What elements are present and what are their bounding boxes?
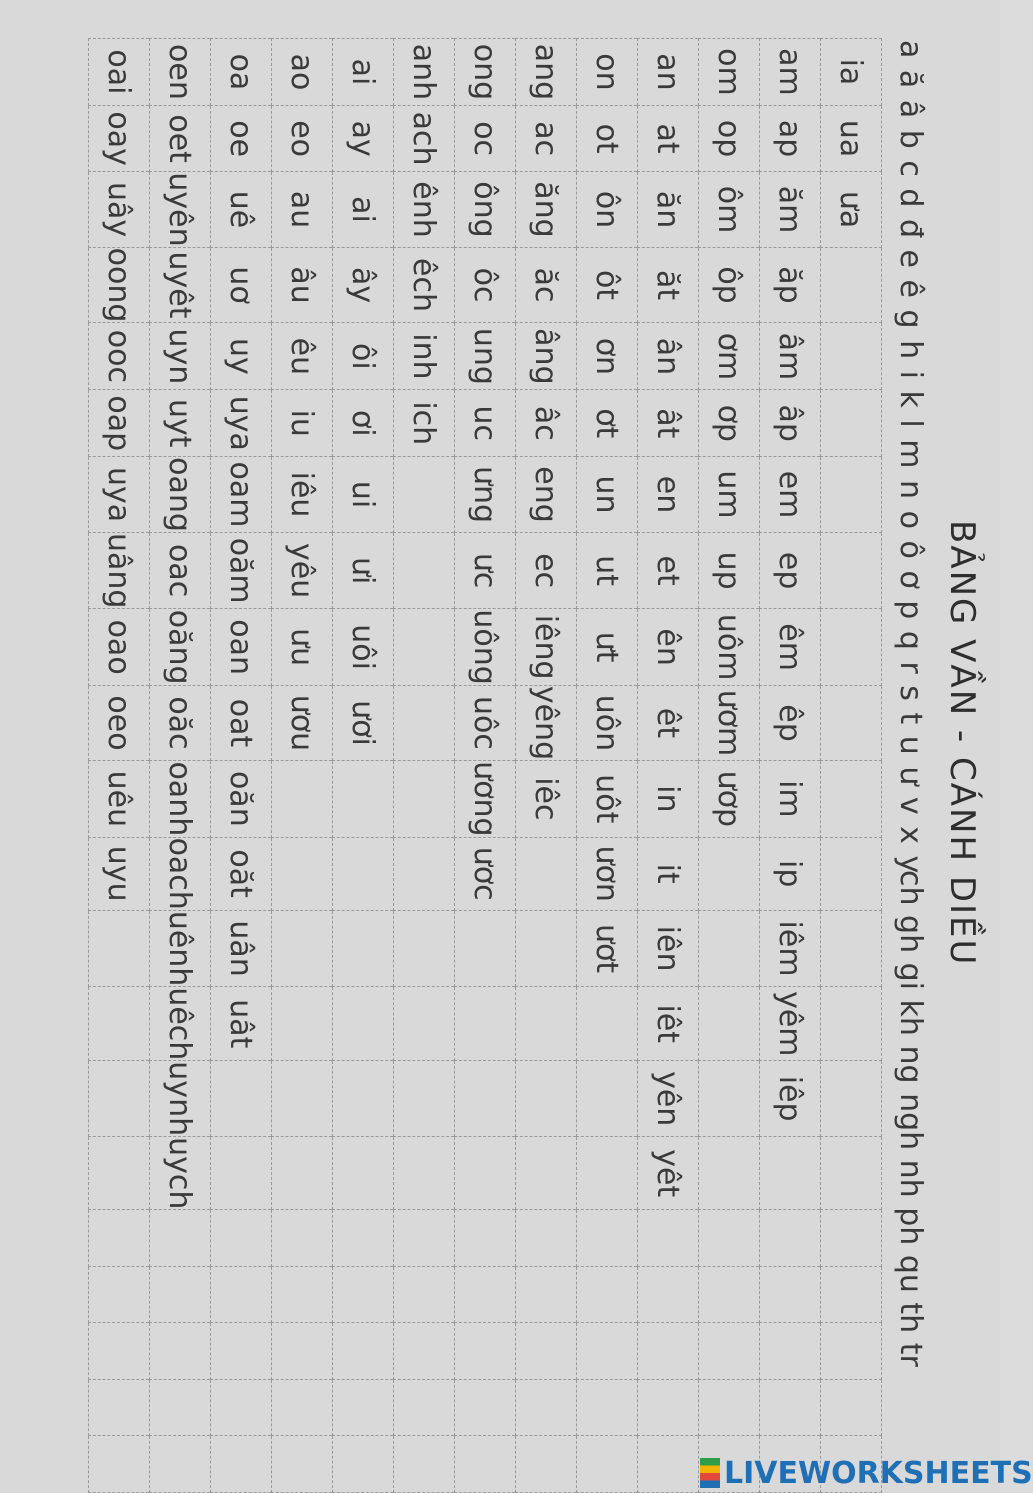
table-cell: [89, 910, 150, 987]
table-cell: [638, 1379, 699, 1436]
table-cell: [699, 1061, 760, 1137]
table-cell: yêu: [272, 532, 333, 608]
table-cell: ôn: [577, 172, 638, 247]
table-row: [577, 39, 638, 1493]
table-cell: ên: [638, 609, 699, 685]
table-cell: iêc: [516, 761, 577, 837]
table-cell: it: [638, 837, 699, 910]
table-cell: êch: [394, 247, 455, 323]
table-cell: [699, 1210, 760, 1267]
table-cell: oay: [89, 105, 150, 172]
table-cell: uênh: [150, 910, 211, 987]
table-cell: [821, 532, 882, 608]
table-cell: [89, 1266, 150, 1323]
table-cell: [638, 1436, 699, 1493]
table-cell: [394, 1210, 455, 1267]
table-cell: [150, 1379, 211, 1436]
table-cell: [577, 1379, 638, 1436]
table-cell: oe: [211, 105, 272, 172]
table-cell: ăt: [638, 247, 699, 323]
table-cell: oanh: [150, 761, 211, 837]
table-cell: [760, 1323, 821, 1380]
table-cell: ôm: [699, 172, 760, 247]
table-cell: [89, 1379, 150, 1436]
table-cell: yêm: [760, 987, 821, 1061]
table-cell: ênh: [394, 172, 455, 247]
table-cell: on: [577, 39, 638, 106]
table-cell: [394, 1379, 455, 1436]
table-cell: uyêt: [150, 247, 211, 323]
table-cell: et: [638, 532, 699, 608]
table-cell: [394, 1137, 455, 1210]
table-cell: [821, 457, 882, 533]
table-cell: yêt: [638, 1137, 699, 1210]
table-row: [394, 39, 455, 1493]
table-cell: [211, 1379, 272, 1436]
rhyme-table: [88, 38, 882, 1493]
table-cell: uyn: [150, 323, 211, 390]
table-cell: [455, 1061, 516, 1137]
table-cell: ôt: [577, 247, 638, 323]
table-cell: [821, 1323, 882, 1380]
table-cell: uơ: [211, 247, 272, 323]
table-cell: ơp: [699, 390, 760, 457]
table-cell: âng: [516, 323, 577, 390]
table-cell: [516, 987, 577, 1061]
table-cell: un: [577, 457, 638, 533]
table-cell: oat: [211, 685, 272, 760]
table-cell: [394, 1266, 455, 1323]
table-cell: ôp: [699, 247, 760, 323]
table-cell: uây: [89, 172, 150, 247]
table-cell: [272, 837, 333, 910]
table-cell: oet: [150, 105, 211, 172]
table-cell: ương: [455, 761, 516, 837]
table-cell: [89, 1137, 150, 1210]
table-cell: uê: [211, 172, 272, 247]
table-cell: iu: [272, 390, 333, 457]
table-cell: [272, 1266, 333, 1323]
table-cell: iêng: [516, 609, 577, 685]
table-cell: ươm: [699, 685, 760, 760]
table-cell: êu: [272, 323, 333, 390]
table-cell: ung: [455, 323, 516, 390]
table-cell: oăc: [150, 685, 211, 760]
table-cell: [516, 1137, 577, 1210]
table-cell: ong: [455, 39, 516, 106]
table-cell: ưng: [455, 457, 516, 533]
table-cell: ưc: [455, 532, 516, 608]
table-cell: [821, 837, 882, 910]
table-cell: [516, 1323, 577, 1380]
liveworksheets-logo: [700, 1456, 1033, 1491]
table-row: [272, 39, 333, 1493]
table-cell: [89, 987, 150, 1061]
table-cell: [577, 1061, 638, 1137]
table-cell: ưa: [821, 172, 882, 247]
table-cell: [821, 987, 882, 1061]
table-cell: [760, 1379, 821, 1436]
table-cell: uôc: [455, 685, 516, 760]
table-cell: in: [638, 761, 699, 837]
table-cell: ơn: [577, 323, 638, 390]
table-cell: oai: [89, 39, 150, 106]
table-cell: iên: [638, 910, 699, 987]
table-cell: oam: [211, 457, 272, 533]
table-cell: em: [760, 457, 821, 533]
table-cell: [333, 837, 394, 910]
table-cell: [577, 1137, 638, 1210]
table-cell: [150, 1436, 211, 1493]
table-cell: [394, 1323, 455, 1380]
table-cell: oang: [150, 457, 211, 533]
table-cell: [333, 1061, 394, 1137]
table-cell: en: [638, 457, 699, 533]
table-cell: ăng: [516, 172, 577, 247]
table-cell: anh: [394, 39, 455, 106]
table-cell: [333, 1266, 394, 1323]
table-cell: [333, 761, 394, 837]
table-cell: oc: [455, 105, 516, 172]
table-cell: oach: [150, 837, 211, 910]
table-cell: [272, 1137, 333, 1210]
table-cell: êp: [760, 685, 821, 760]
table-cell: ươi: [333, 685, 394, 760]
table-cell: [211, 1210, 272, 1267]
table-cell: uông: [455, 609, 516, 685]
table-cell: uôm: [699, 609, 760, 685]
table-cell: oac: [150, 532, 211, 608]
table-cell: ui: [333, 457, 394, 533]
table-cell: ut: [577, 532, 638, 608]
table-cell: [333, 910, 394, 987]
table-cell: [89, 1436, 150, 1493]
table-cell: [516, 910, 577, 987]
table-cell: ap: [760, 105, 821, 172]
table-cell: ip: [760, 837, 821, 910]
table-row: [638, 39, 699, 1493]
table-cell: [821, 1137, 882, 1210]
table-cell: uya: [89, 457, 150, 533]
table-cell: ang: [516, 39, 577, 106]
table-cell: ươp: [699, 761, 760, 837]
table-cell: [699, 1323, 760, 1380]
table-cell: [577, 1436, 638, 1493]
table-cell: ooc: [89, 323, 150, 390]
table-cell: [699, 1266, 760, 1323]
table-cell: oen: [150, 39, 211, 106]
table-cell: [89, 1210, 150, 1267]
table-cell: [333, 1323, 394, 1380]
table-cell: inh: [394, 323, 455, 390]
table-cell: uôt: [577, 761, 638, 837]
table-cell: oap: [89, 390, 150, 457]
table-cell: ơt: [577, 390, 638, 457]
table-cell: [638, 1210, 699, 1267]
table-cell: ia: [821, 39, 882, 106]
table-cell: [333, 1436, 394, 1493]
table-cell: uêu: [89, 761, 150, 837]
table-cell: yêng: [516, 685, 577, 760]
table-cell: um: [699, 457, 760, 533]
table-cell: uât: [211, 987, 272, 1061]
table-cell: ay: [333, 105, 394, 172]
table-cell: ao: [272, 39, 333, 106]
table-cell: oăng: [150, 609, 211, 685]
table-cell: ât: [638, 390, 699, 457]
table-cell: [394, 987, 455, 1061]
table-cell: [272, 1436, 333, 1493]
table-cell: oeo: [89, 685, 150, 760]
table-cell: uêch: [150, 987, 211, 1061]
table-row: [333, 39, 394, 1493]
table-cell: [150, 1323, 211, 1380]
table-cell: [821, 910, 882, 987]
table-cell: [394, 609, 455, 685]
table-cell: ông: [455, 172, 516, 247]
table-cell: ach: [394, 105, 455, 172]
table-cell: an: [638, 39, 699, 106]
table-cell: [821, 1061, 882, 1137]
table-cell: yên: [638, 1061, 699, 1137]
table-cell: [821, 609, 882, 685]
table-cell: [821, 323, 882, 390]
table-cell: [394, 837, 455, 910]
table-cell: op: [699, 105, 760, 172]
table-cell: [516, 1210, 577, 1267]
table-cell: [516, 1436, 577, 1493]
table-cell: [516, 1266, 577, 1323]
table-cell: uc: [455, 390, 516, 457]
table-cell: âc: [516, 390, 577, 457]
table-cell: [394, 1436, 455, 1493]
table-cell: âm: [760, 323, 821, 390]
table-cell: [516, 837, 577, 910]
alphabet-line: a ă â b c d đ e ê g h i k l m n o ô ơ p q r s t u ư v x y: [893, 40, 928, 875]
table-cell: [211, 1137, 272, 1210]
table-cell: [699, 1137, 760, 1210]
table-cell: [821, 761, 882, 837]
table-cell: oong: [89, 247, 150, 323]
table-cell: ôi: [333, 323, 394, 390]
table-cell: uynh: [150, 1061, 211, 1137]
table-cell: ai: [333, 39, 394, 106]
table-cell: [455, 987, 516, 1061]
table-cell: oăt: [211, 837, 272, 910]
table-cell: [89, 1061, 150, 1137]
table-cell: [699, 837, 760, 910]
table-row: [89, 39, 150, 1493]
table-cell: ua: [821, 105, 882, 172]
table-cell: [821, 390, 882, 457]
table-cell: êm: [760, 609, 821, 685]
table-cell: ươu: [272, 685, 333, 760]
table-cell: [760, 1137, 821, 1210]
table-cell: [333, 1379, 394, 1436]
table-cell: ac: [516, 105, 577, 172]
table-row: [150, 39, 211, 1493]
table-cell: uân: [211, 910, 272, 987]
table-cell: [699, 910, 760, 987]
table-row: [760, 39, 821, 1493]
table-cell: [455, 1210, 516, 1267]
table-cell: oao: [89, 609, 150, 685]
table-cell: [821, 685, 882, 760]
table-cell: [455, 1137, 516, 1210]
table-cell: êt: [638, 685, 699, 760]
table-cell: ươt: [577, 910, 638, 987]
table-cell: ươc: [455, 837, 516, 910]
table-cell: ăm: [760, 172, 821, 247]
table-cell: uy: [211, 323, 272, 390]
table-cell: [394, 532, 455, 608]
table-cell: [333, 987, 394, 1061]
consonant-line: ch gh gi kh ng ngh nh ph qu th tr: [893, 870, 928, 1367]
page-title: BẢNG VẦN - CÁNH DIỀU: [942, 520, 982, 967]
table-cell: ăp: [760, 247, 821, 323]
table-cell: oan: [211, 609, 272, 685]
table-cell: uyên: [150, 172, 211, 247]
table-cell: âp: [760, 390, 821, 457]
table-cell: âu: [272, 247, 333, 323]
table-cell: [577, 1210, 638, 1267]
table-cell: uych: [150, 1137, 211, 1210]
table-cell: [455, 1379, 516, 1436]
table-cell: ăn: [638, 172, 699, 247]
table-cell: ơi: [333, 390, 394, 457]
table-cell: [394, 1061, 455, 1137]
table-cell: [577, 987, 638, 1061]
table-cell: [394, 685, 455, 760]
table-row: [455, 39, 516, 1493]
table-cell: ai: [333, 172, 394, 247]
table-cell: iêp: [760, 1061, 821, 1137]
table-cell: [516, 1379, 577, 1436]
table-cell: [821, 1379, 882, 1436]
table-cell: [394, 910, 455, 987]
table-cell: uâng: [89, 532, 150, 608]
table-cell: eo: [272, 105, 333, 172]
table-cell: ich: [394, 390, 455, 457]
table-cell: [150, 1266, 211, 1323]
table-cell: ươn: [577, 837, 638, 910]
table-cell: [89, 1323, 150, 1380]
table-cell: [272, 1379, 333, 1436]
table-cell: eng: [516, 457, 577, 533]
table-cell: [211, 1436, 272, 1493]
table-cell: [638, 1266, 699, 1323]
table-cell: [821, 247, 882, 323]
table-cell: [821, 1266, 882, 1323]
table-cell: uyt: [150, 390, 211, 457]
table-cell: ec: [516, 532, 577, 608]
table-row: [516, 39, 577, 1493]
table-cell: uôi: [333, 609, 394, 685]
table-cell: [272, 1210, 333, 1267]
table-cell: [211, 1323, 272, 1380]
table-cell: [150, 1210, 211, 1267]
table-cell: [638, 1323, 699, 1380]
table-cell: [272, 910, 333, 987]
table-cell: [699, 987, 760, 1061]
table-cell: ân: [638, 323, 699, 390]
logo-text: LIVEWORKSHEETS: [724, 1456, 1033, 1491]
table-cell: iêu: [272, 457, 333, 533]
table-cell: [211, 1061, 272, 1137]
logo-icon: [700, 1458, 720, 1488]
table-cell: [272, 1061, 333, 1137]
table-cell: ưi: [333, 532, 394, 608]
table-cell: [272, 987, 333, 1061]
table-cell: [272, 761, 333, 837]
table-cell: ôc: [455, 247, 516, 323]
table-cell: ây: [333, 247, 394, 323]
table-cell: [516, 1061, 577, 1137]
table-cell: [455, 1266, 516, 1323]
table-cell: iêm: [760, 910, 821, 987]
table-cell: au: [272, 172, 333, 247]
table-cell: ăc: [516, 247, 577, 323]
table-cell: im: [760, 761, 821, 837]
table-cell: [577, 1323, 638, 1380]
table-cell: at: [638, 105, 699, 172]
table-cell: om: [699, 39, 760, 106]
table-cell: ơm: [699, 323, 760, 390]
table-cell: [760, 1266, 821, 1323]
table-cell: oăn: [211, 761, 272, 837]
table-cell: oa: [211, 39, 272, 106]
table-cell: uya: [211, 390, 272, 457]
table-cell: ưu: [272, 609, 333, 685]
table-cell: [699, 1379, 760, 1436]
table-cell: [455, 910, 516, 987]
table-row: [211, 39, 272, 1493]
table-cell: [455, 1436, 516, 1493]
table-cell: up: [699, 532, 760, 608]
table-cell: [455, 1323, 516, 1380]
table-cell: [333, 1210, 394, 1267]
table-cell: [577, 1266, 638, 1323]
table-cell: [821, 1210, 882, 1267]
table-cell: [394, 761, 455, 837]
table-cell: [760, 1210, 821, 1267]
table-cell: [333, 1137, 394, 1210]
table-cell: [211, 1266, 272, 1323]
table-row: [821, 39, 882, 1493]
table-cell: [272, 1323, 333, 1380]
table-cell: ot: [577, 105, 638, 172]
table-cell: am: [760, 39, 821, 106]
table-cell: iêt: [638, 987, 699, 1061]
table-cell: uyu: [89, 837, 150, 910]
table-cell: uôn: [577, 685, 638, 760]
table-cell: oăm: [211, 532, 272, 608]
table-row: [699, 39, 760, 1493]
table-cell: ưt: [577, 609, 638, 685]
table-cell: ep: [760, 532, 821, 608]
table-cell: [394, 457, 455, 533]
